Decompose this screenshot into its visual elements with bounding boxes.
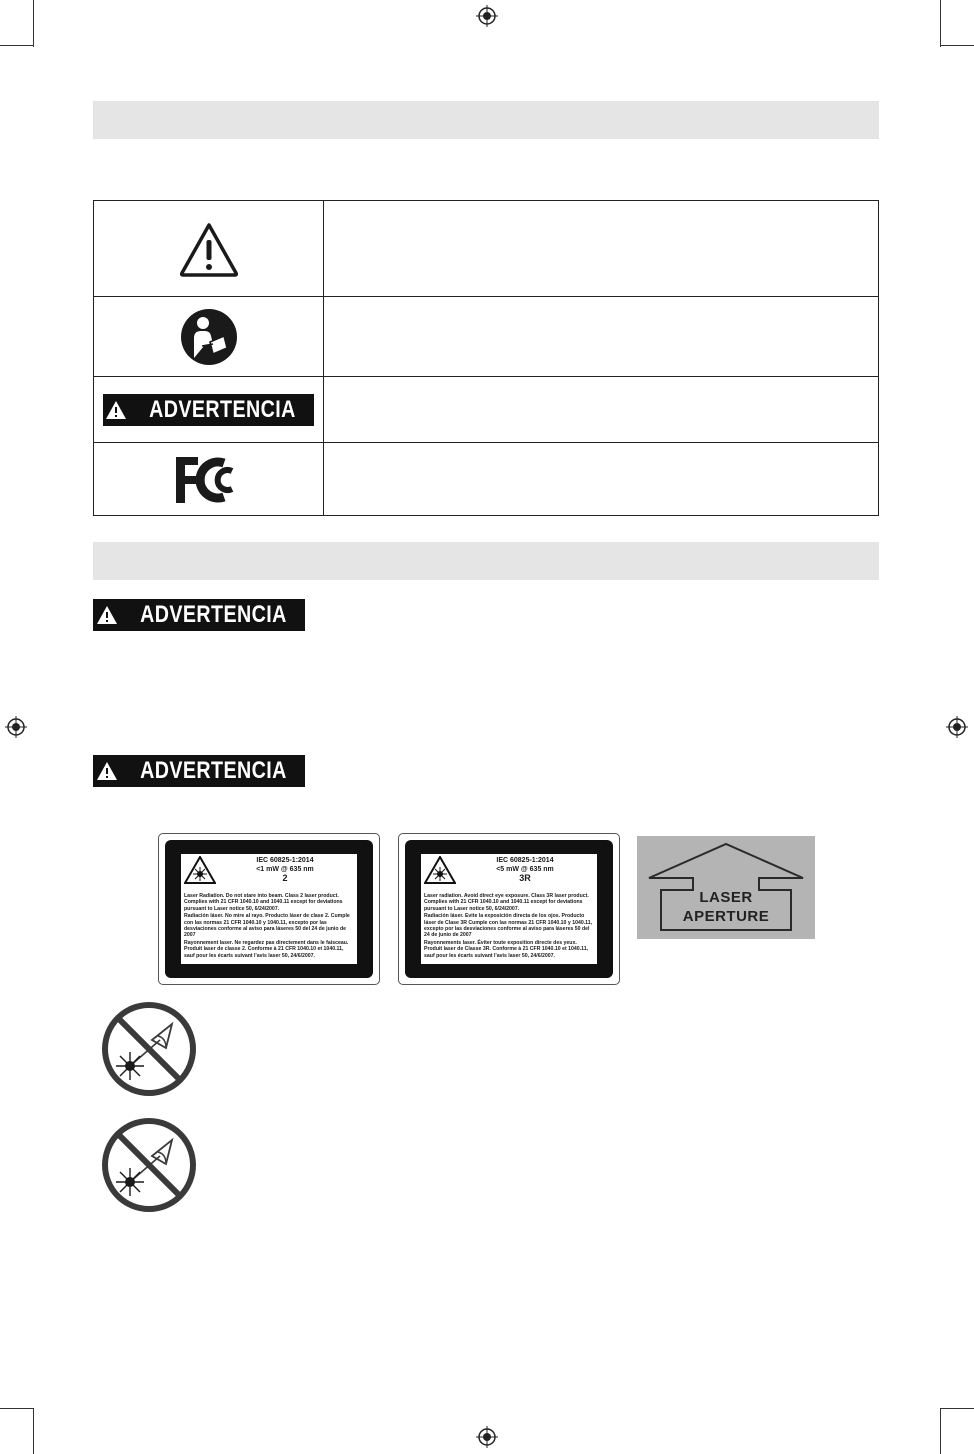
aperture-line-2: APERTURE xyxy=(682,908,770,925)
laser-hazard-icon xyxy=(424,856,456,884)
laser-text-es: Radiación láser. Evite la exposición directa de los ojos. Producto láser de Clase 3R Cumple con las normas 21 CFR 1040.10 y 1040.11, excepto por las desviaciones conforme al aviso para láseres 50 del 24 de junio de 2007 xyxy=(424,913,593,939)
laser-text-fr: Rayonnement laser. Ne regardez pas directement dans le faisceau. Produit laser de classe 2. Conforme à 21 CFR 1040.10 et 1040.11, sauf pour les écarts suivant l'avis laser 50, 24/6/2007. xyxy=(184,940,349,959)
table-row-manual-symbol xyxy=(94,296,878,377)
laser-text-es: Radiación láser. No mire al rayo. Producto láser de clase 2. Cumple con las normas 21 CFR 1040.10 y 1040.11, excepto por las desviaciones conforme al aviso para láseres 50 del 24 de junio de 2007 xyxy=(184,913,350,939)
advertencia-badge-2 xyxy=(93,755,305,787)
warning-triangle-icon xyxy=(178,221,240,277)
no-direct-eye-exposure-icon xyxy=(100,1000,198,1098)
laser-class: 3R xyxy=(519,873,531,883)
aperture-line-1: LASER xyxy=(699,889,753,906)
badge-label: ADVERTENCIA xyxy=(139,757,287,784)
laser-standard: IEC 60825-1:2014 xyxy=(256,857,314,864)
table-cell-icon xyxy=(94,297,323,377)
laser-label-content xyxy=(421,854,597,964)
section-header-bar-safety xyxy=(93,542,879,580)
laser-label-content xyxy=(181,854,357,964)
laser-text-en: Laser Radiation. Do not stare into beam. Class 2 laser product. Complies with 21 CFR 1040.10 and 1040.11 except for deviations pursuant to Laser notice 50, 6/24/2007. xyxy=(184,893,343,912)
registration-mark-left xyxy=(5,716,27,738)
badge-label: ADVERTENCIA xyxy=(149,396,296,423)
warning-triangle-icon xyxy=(96,605,118,625)
table-cell-icon xyxy=(94,443,323,517)
table-row-warning-symbol xyxy=(94,201,878,296)
registration-mark-top xyxy=(476,5,498,27)
laser-label-class-3r xyxy=(398,833,620,985)
laser-standard: IEC 60825-1:2014 xyxy=(496,857,554,864)
warning-triangle-icon xyxy=(96,761,118,781)
read-manual-icon xyxy=(180,308,238,366)
laser-aperture-label xyxy=(637,836,815,939)
symbols-table xyxy=(93,200,879,516)
table-cell-icon xyxy=(94,377,323,443)
laser-power: <1 mW @ 635 nm xyxy=(256,866,314,873)
laser-text-en: Laser radiation. Avoid direct eye exposure. Class 3R laser product. Complies with 21 CFR 1040.10 and 1040.11 except for deviations pursuant to Laser notice 50, 6/24/2007. xyxy=(424,893,589,912)
laser-hazard-icon xyxy=(184,856,216,884)
no-direct-eye-exposure-icon xyxy=(100,1116,198,1214)
advertencia-badge xyxy=(103,394,314,426)
fcc-logo xyxy=(174,455,244,505)
table-cell-icon xyxy=(94,201,323,296)
laser-label-class-2 xyxy=(158,833,380,985)
registration-mark-right xyxy=(946,716,968,738)
badge-label: ADVERTENCIA xyxy=(139,601,287,628)
laser-text-fr: Rayonnements laser. Éviter toute exposition directe des yeux. Produit laser de Classe 3R. Conforme à 21 CFR 1040.10 et 1040.11, sauf pour les écarts suivant l'avis laser 50, 24/6/2007. xyxy=(424,940,589,959)
advertencia-badge-1 xyxy=(93,599,305,631)
warning-triangle-icon xyxy=(105,400,127,420)
registration-mark-bottom xyxy=(476,1426,498,1448)
laser-class: 2 xyxy=(282,873,288,883)
table-row-fcc-symbol xyxy=(94,442,878,517)
table-row-warning-badge xyxy=(94,376,878,443)
section-header-bar-symbols xyxy=(93,101,879,139)
laser-power: <5 mW @ 635 nm xyxy=(496,866,554,873)
